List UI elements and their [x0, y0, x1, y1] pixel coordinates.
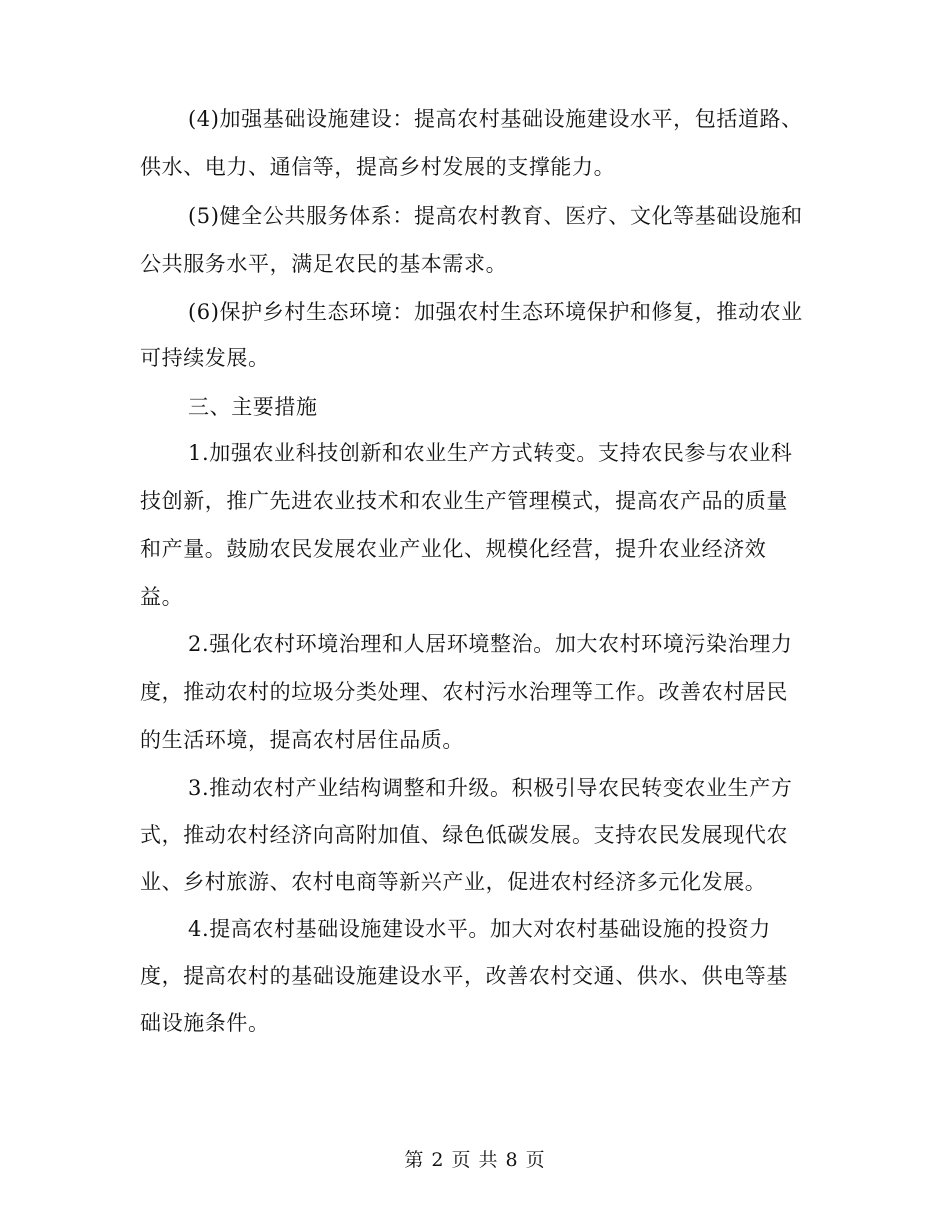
paragraph-line: (4)加强基础设施建设：提高农村基础设施建设水平，包括道路、: [188, 107, 803, 131]
paragraph-line: 供水、电力、通信等，提高乡村发展的支撑能力。: [140, 155, 616, 179]
paragraph-line: 的生活环境，提高农村居住品质。: [140, 728, 464, 752]
paragraph-line: 4.提高农村基础设施建设水平。加大对农村基础设施的投资力: [188, 917, 771, 941]
page-number-footer: 第 2 页 共 8 页: [404, 1149, 546, 1171]
paragraph-line: 3.推动农村产业结构调整和升级。积极引导农民转变农业生产方: [188, 776, 793, 800]
paragraph-line: 公共服务水平，满足农民的基本需求。: [140, 252, 508, 276]
paragraph-line: 益。: [140, 585, 184, 609]
paragraph-line: 2.强化农村环境治理和人居环境整治。加大农村环境污染治理力: [188, 632, 793, 656]
paragraph-line: (5)健全公共服务体系：提高农村教育、医疗、文化等基础设施和: [188, 204, 803, 228]
paragraph-line: 度，推动农村的垃圾分类处理、农村污水治理等工作。改善农村居民: [140, 680, 788, 704]
section-heading: 三、主要措施: [188, 395, 318, 419]
paragraph-line: (6)保护乡村生态环境：加强农村生态环境保护和修复，推动农业: [188, 300, 803, 324]
paragraph-line: 技创新，推广先进农业技术和农业生产管理模式，提高农产品的质量: [140, 489, 788, 513]
paragraph-line: 1.加强农业科技创新和农业生产方式转变。支持农民参与农业科: [188, 441, 793, 465]
paragraph-line: 式，推动农村经济向高附加值、绿色低碳发展。支持农民发展现代农: [140, 823, 788, 847]
paragraph-line: 可持续发展。: [140, 346, 270, 370]
paragraph-line: 和产量。鼓励农民发展农业产业化、规模化经营，提升农业经济效: [140, 537, 767, 561]
paragraph-line: 础设施条件。: [140, 1011, 270, 1035]
paragraph-line: 度，提高农村的基础设施建设水平，改善农村交通、供水、供电等基: [140, 964, 788, 988]
paragraph-line: 业、乡村旅游、农村电商等新兴产业，促进农村经济多元化发展。: [140, 870, 767, 894]
